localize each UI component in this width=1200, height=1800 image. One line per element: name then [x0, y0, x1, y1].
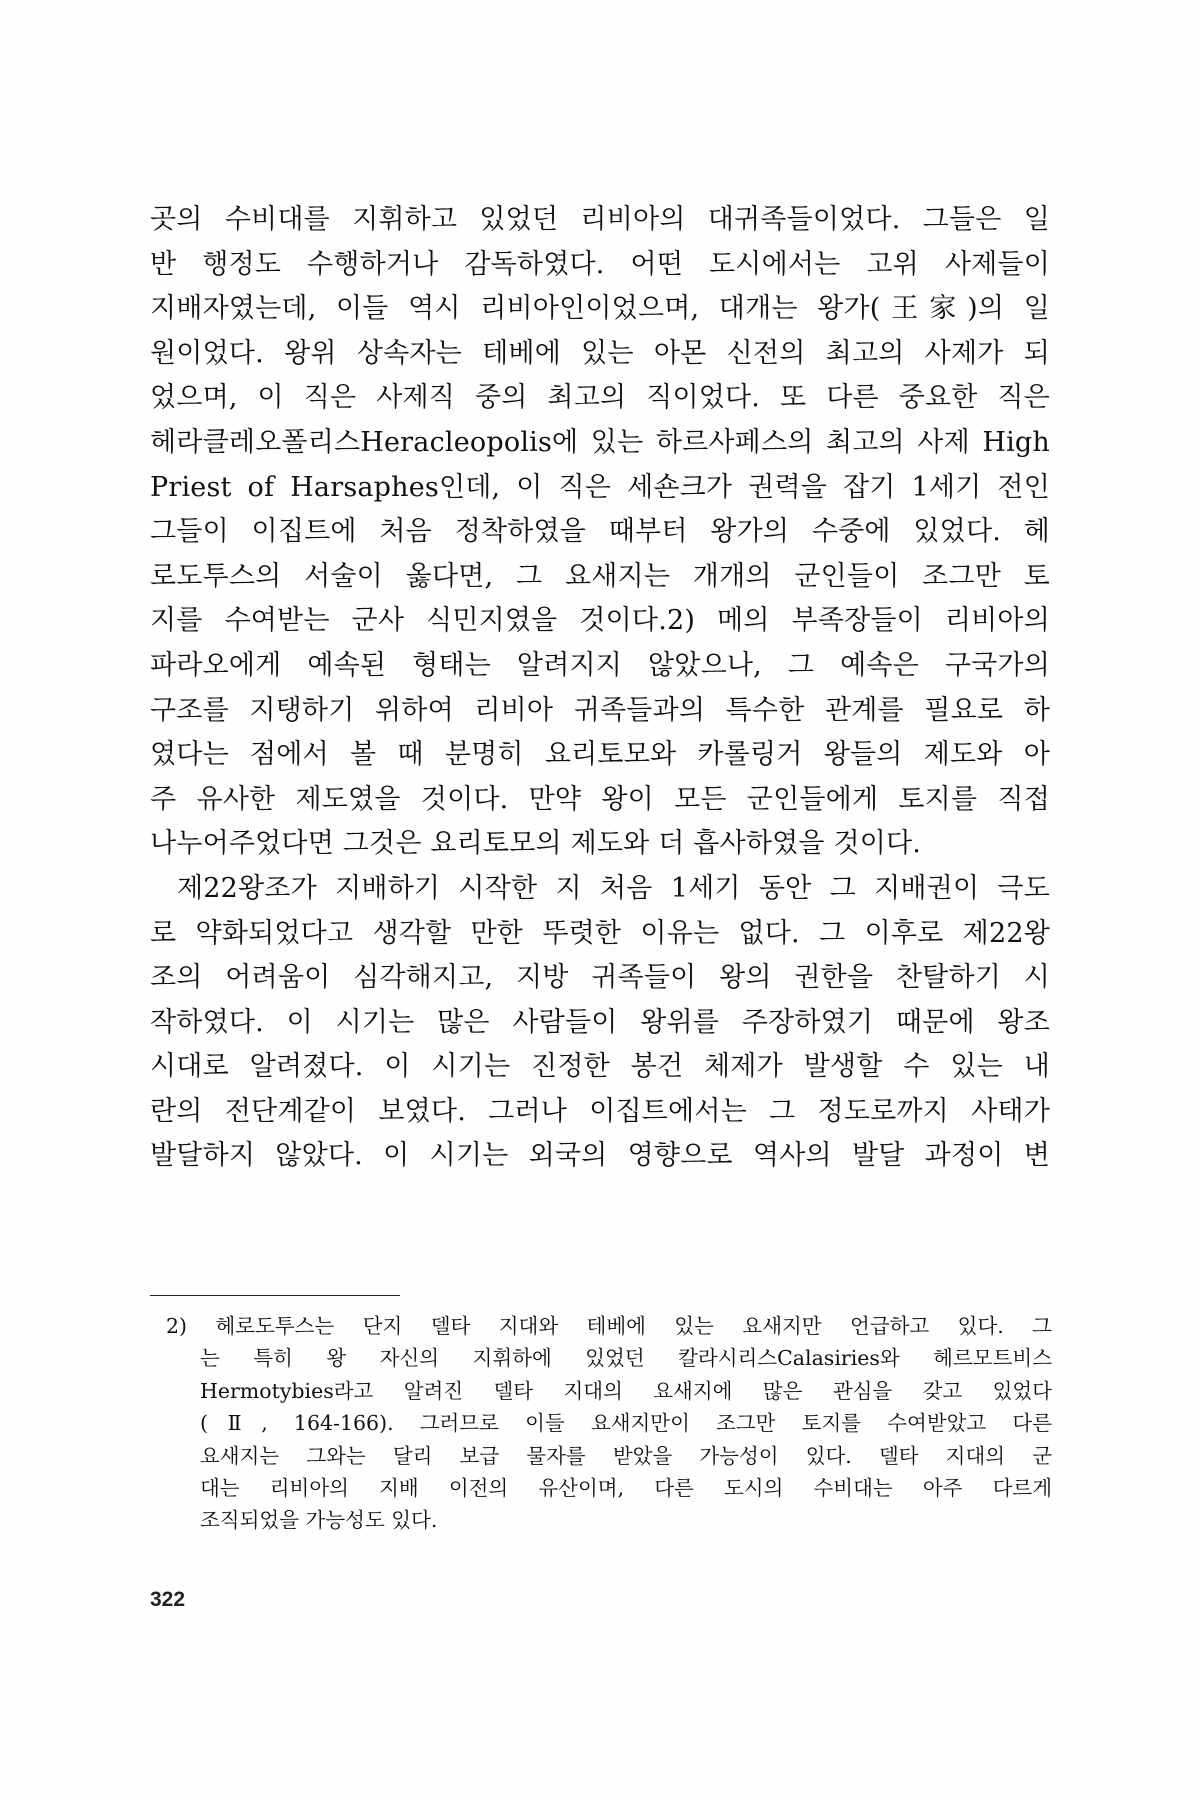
text-line: Priest of Harsaphes인데, 이 직은 세숀크가 권력을 잡기 1세기 전인	[150, 471, 1050, 503]
footnote-line: 2) 헤로도투스는 단지 델타 지대와 테베에 있는 요새지만 언급하고 있다. 그	[166, 1314, 1052, 1338]
footnote-block	[166, 1310, 1052, 1537]
text-line: 란의 전단계같이 보였다. 그러나 이집트에서는 그 정도로까지 사태가	[150, 1095, 1050, 1127]
footnote-line: 요새지는 그와는 달리 보급 물자를 받았을 가능성이 있다. 델타 지대의 군	[200, 1443, 1052, 1468]
text-line: 원이었다. 왕위 상속자는 테베에 있는 아몬 신전의 최고의 사제가 되	[150, 337, 1050, 369]
body-text	[150, 198, 1050, 1179]
text-line: 로 약화되었다고 생각할 만한 뚜렷한 이유는 없다. 그 이후로 제22왕	[150, 917, 1050, 949]
text-line: 파라오에게 예속된 형태는 알려지지 않았으나, 그 예속은 구국가의	[150, 649, 1050, 681]
text-line: 주 유사한 제도였을 것이다. 만약 왕이 모든 군인들에게 토지를 직접	[150, 783, 1050, 815]
text-line: 곳의 수비대를 지휘하고 있었던 리비아의 대귀족들이었다. 그들은 일	[150, 204, 1050, 235]
text-line: 시대로 알려졌다. 이 시기는 진정한 봉건 체제가 발생할 수 있는 내	[150, 1051, 1050, 1083]
footnote-divider	[150, 1295, 400, 1296]
text-line: 작하였다. 이 시기는 많은 사람들이 왕위를 주장하였기 때문에 왕조	[150, 1006, 1050, 1038]
paragraph-first-line: 제22왕조가 지배하기 시작한 지 처음 1세기 동안 그 지배권이 극도	[177, 872, 1050, 904]
text-line: 조의 어려움이 심각해지고, 지방 귀족들이 왕의 권한을 찬탈하기 시	[150, 962, 1050, 994]
text-line: 반 행정도 수행하거나 감독하였다. 어떤 도시에서는 고위 사제들이	[150, 248, 1050, 280]
footnote-line: 는 특히 왕 자신의 지휘하에 있었던 칼라시리스Calasiries와 헤르모트비스	[200, 1346, 1052, 1371]
text-line: 발달하지 않았다. 이 시기는 외국의 영향으로 역사의 발달 과정이 변	[150, 1140, 1050, 1172]
footnote-line: 대는 리비아의 지배 이전의 유산이며, 다른 도시의 수비대는 아주 다르게	[200, 1475, 1052, 1500]
text-line: 였다는 점에서 볼 때 분명히 요리토모와 카롤링거 왕들의 제도와 아	[150, 739, 1050, 771]
text-line: 지배자였는데, 이들 역시 리비아인이었으며, 대개는 왕가(王家)의 일	[150, 293, 1050, 325]
footnote-line: Hermotybies라고 알려진 델타 지대의 요새지에 많은 관심을 갖고 있었다	[200, 1378, 1052, 1403]
text-line: 로도투스의 서술이 옳다면, 그 요새지는 개개의 군인들이 조그만 토	[150, 560, 1050, 592]
footnote-line: 조직되었을 가능성도 있다.	[200, 1508, 438, 1533]
page-number: 322	[150, 1588, 186, 1611]
footnote-line: (Ⅱ, 164-166). 그러므로 이들 요새지만이 조그만 토지를 수여받았고 다른	[200, 1411, 1052, 1436]
text-line: 그들이 이집트에 처음 정착하였을 때부터 왕가의 수중에 있었다. 헤	[150, 516, 1050, 548]
text-line: 지를 수여받는 군사 식민지였을 것이다.2) 메의 부족장들이 리비아의	[150, 605, 1050, 637]
text-line: 나누어주었다면 그것은 요리토모의 제도와 더 흡사하였을 것이다.	[150, 828, 922, 860]
text-line: 구조를 지탱하기 위하여 리비아 귀족들과의 특수한 관계를 필요로 하	[150, 694, 1050, 726]
text-line: 헤라클레오폴리스Heracleopolis에 있는 하르사페스의 최고의 사제 High	[150, 426, 1050, 458]
text-line: 었으며, 이 직은 사제직 중의 최고의 직이었다. 또 다른 중요한 직은	[150, 382, 1050, 414]
